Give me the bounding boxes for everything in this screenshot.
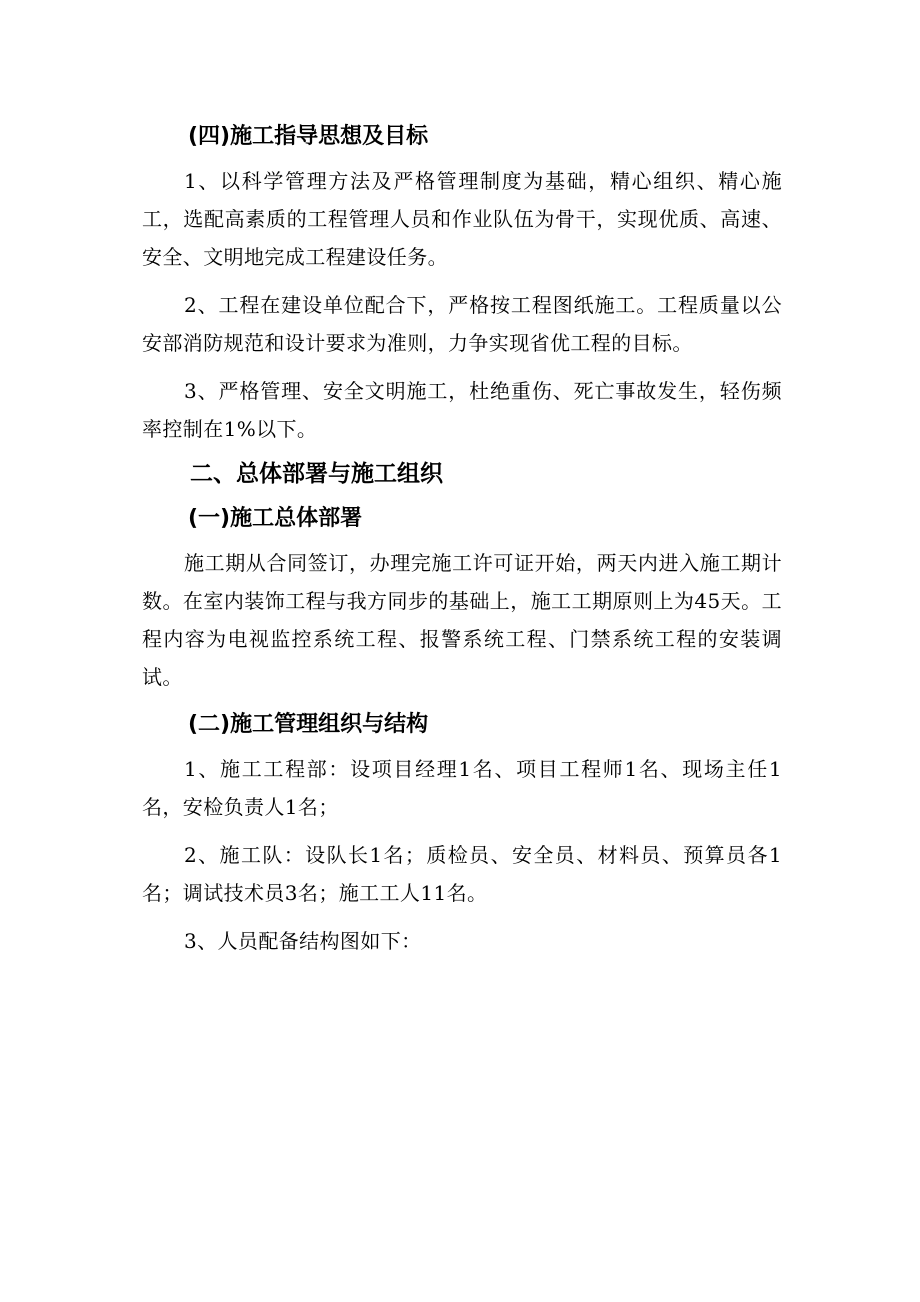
section-heading-one: (一)施工总体部署 xyxy=(188,506,363,531)
spacer xyxy=(142,696,782,706)
section-heading-two-sub: (二)施工管理组织与结构 xyxy=(188,712,429,737)
paragraph-goal-1: 1、以科学管理方法及严格管理制度为基础，精心组织、精心施工，选配高素质的工程管理人员和作业队伍为骨干，实现优质、高速、安全、文明地完成工程建设任务。 xyxy=(142,169,782,269)
paragraph-goal-2: 2、工程在建设单位配合下，严格按工程图纸施工。工程质量以公安部消防规范和设计要求为准则，力争实现省优工程的目标。 xyxy=(142,293,782,355)
chapter-heading-two: 二、总体部署与施工组织 xyxy=(190,461,443,487)
paragraph-org-3: 3、人员配备结构图如下： xyxy=(184,929,422,953)
section-heading-four: (四)施工指导思想及目标 xyxy=(188,124,429,149)
paragraph-org-1: 1、施工工程部：设项目经理1名、项目工程师1名、现场主任1名，安检负责人1名； xyxy=(142,757,782,819)
paragraph-deployment: 施工期从合同签订，办理完施工许可证开始，两天内进入施工期计数。在室内装饰工程与我方同步的基础上，施工工期原则上为45天。工程内容为电视监控系统工程、报警系统工程、门禁系统工程的安装调试。 xyxy=(142,551,782,689)
paragraph-goal-3: 3、严格管理、安全文明施工，杜绝重伤、死亡事故发生，轻伤频率控制在1%以下。 xyxy=(142,379,782,441)
spacer xyxy=(142,276,782,286)
spacer xyxy=(142,912,782,922)
paragraph-org-2: 2、施工队：设队长1名；质检员、安全员、材料员、预算员各1名；调试技术员3名；施工工人11名。 xyxy=(142,843,782,905)
spacer xyxy=(142,826,782,836)
document-body xyxy=(142,118,782,960)
spacer xyxy=(142,362,782,372)
